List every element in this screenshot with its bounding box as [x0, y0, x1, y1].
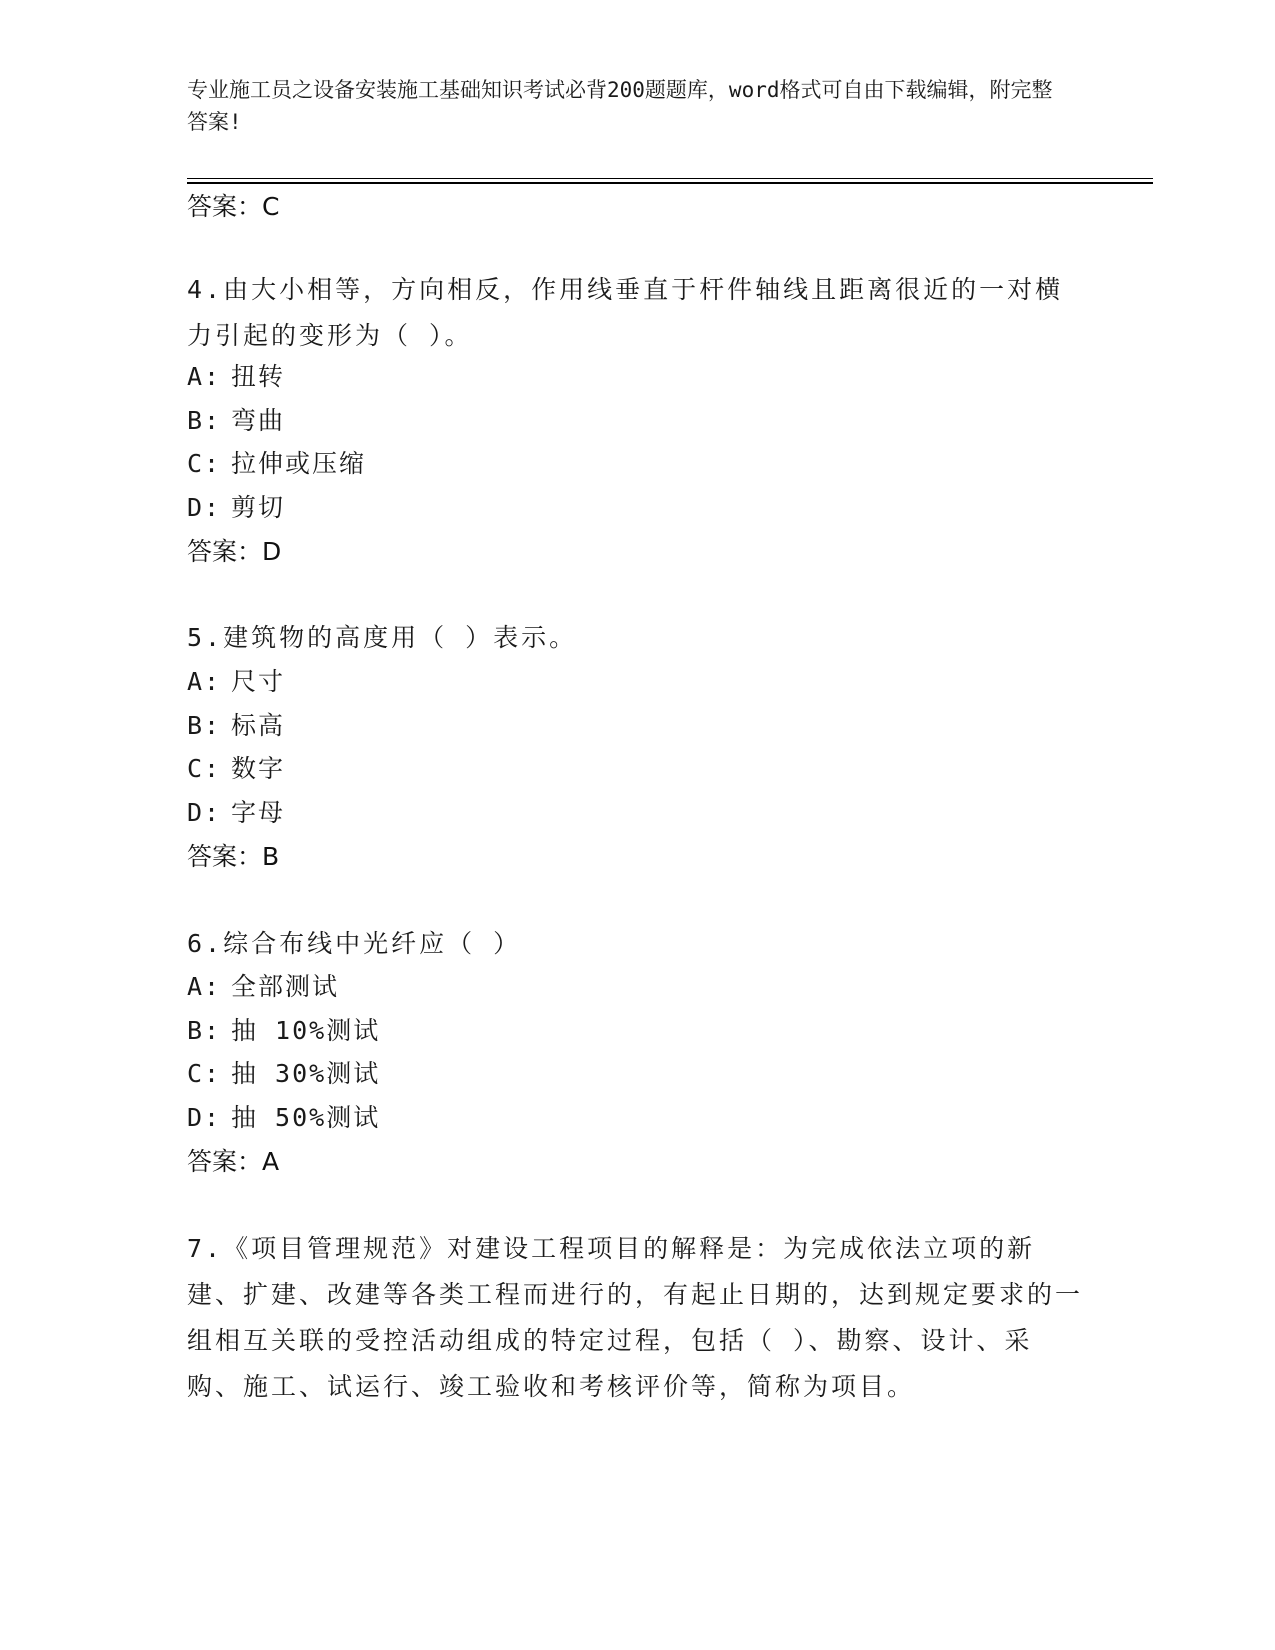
answer-q4: 答案：D [187, 537, 282, 566]
question-6-option-b [187, 1016, 380, 1046]
option-key: A: [187, 362, 222, 391]
option-key: C: [187, 449, 222, 478]
option-text: 全部测试 [231, 972, 340, 1001]
header-divider-thick [187, 182, 1153, 184]
option-text: 抽 10%测试 [231, 1016, 381, 1045]
question-5-option-b [187, 711, 285, 741]
option-key: C: [187, 1059, 222, 1088]
question-5-option-d [187, 798, 285, 828]
option-key: D: [187, 798, 222, 827]
option-text: 弯曲 [231, 406, 286, 435]
option-text: 数字 [231, 754, 286, 783]
question-7-text: 7.《项目管理规范》对建设工程项目的解释是：为完成依法立项的新建、扩建、改建等各类工程而进行的，有起止日期的，达到规定要求的一组相互关联的受控活动组成的特定过程，包括（ ）、勘察、设计、采购、施工、试运行、竣工验收和考核评价等，简称为项目。 [187, 1234, 1084, 1401]
question-4-text: 4.由大小相等，方向相反，作用线垂直于杆件轴线且距离很近的一对横力引起的变形为（ ）。 [187, 275, 1064, 350]
question-4-option-b [187, 406, 285, 436]
answer-q6: 答案：A [187, 1147, 280, 1176]
option-key: A: [187, 667, 222, 696]
question-6-option-c [187, 1059, 380, 1089]
question-4-option-a [187, 362, 285, 392]
question-6-option-d [187, 1103, 380, 1133]
option-key: D: [187, 493, 222, 522]
option-text: 尺寸 [231, 667, 286, 696]
answer-q5: 答案：B [187, 842, 280, 871]
option-key: B: [187, 1016, 222, 1045]
question-5-option-c [187, 754, 285, 784]
question-4-option-c [187, 449, 366, 479]
option-key: C: [187, 754, 222, 783]
header-divider-thin [187, 178, 1153, 179]
option-key: B: [187, 406, 222, 435]
answer-q3: 答案：C [187, 192, 280, 221]
option-text: 扭转 [231, 362, 286, 391]
option-key: A: [187, 972, 222, 1001]
option-text: 字母 [231, 798, 286, 827]
page-header: 专业施工员之设备安装施工基础知识考试必背200题题库，word格式可自由下载编辑，附完整答案! [187, 78, 1053, 134]
option-text: 标高 [231, 711, 286, 740]
option-text: 抽 30%测试 [231, 1059, 381, 1088]
question-4-option-d [187, 493, 285, 523]
option-key: B: [187, 711, 222, 740]
question-6-text: 6.综合布线中光纤应（ ） [187, 929, 522, 958]
option-text: 拉伸或压缩 [231, 449, 367, 478]
question-6-option-a [187, 972, 339, 1002]
question-5-option-a [187, 667, 285, 697]
option-key: D: [187, 1103, 222, 1132]
question-5-text: 5.建筑物的高度用（ ）表示。 [187, 623, 578, 652]
option-text: 剪切 [231, 493, 286, 522]
option-text: 抽 50%测试 [231, 1103, 381, 1132]
